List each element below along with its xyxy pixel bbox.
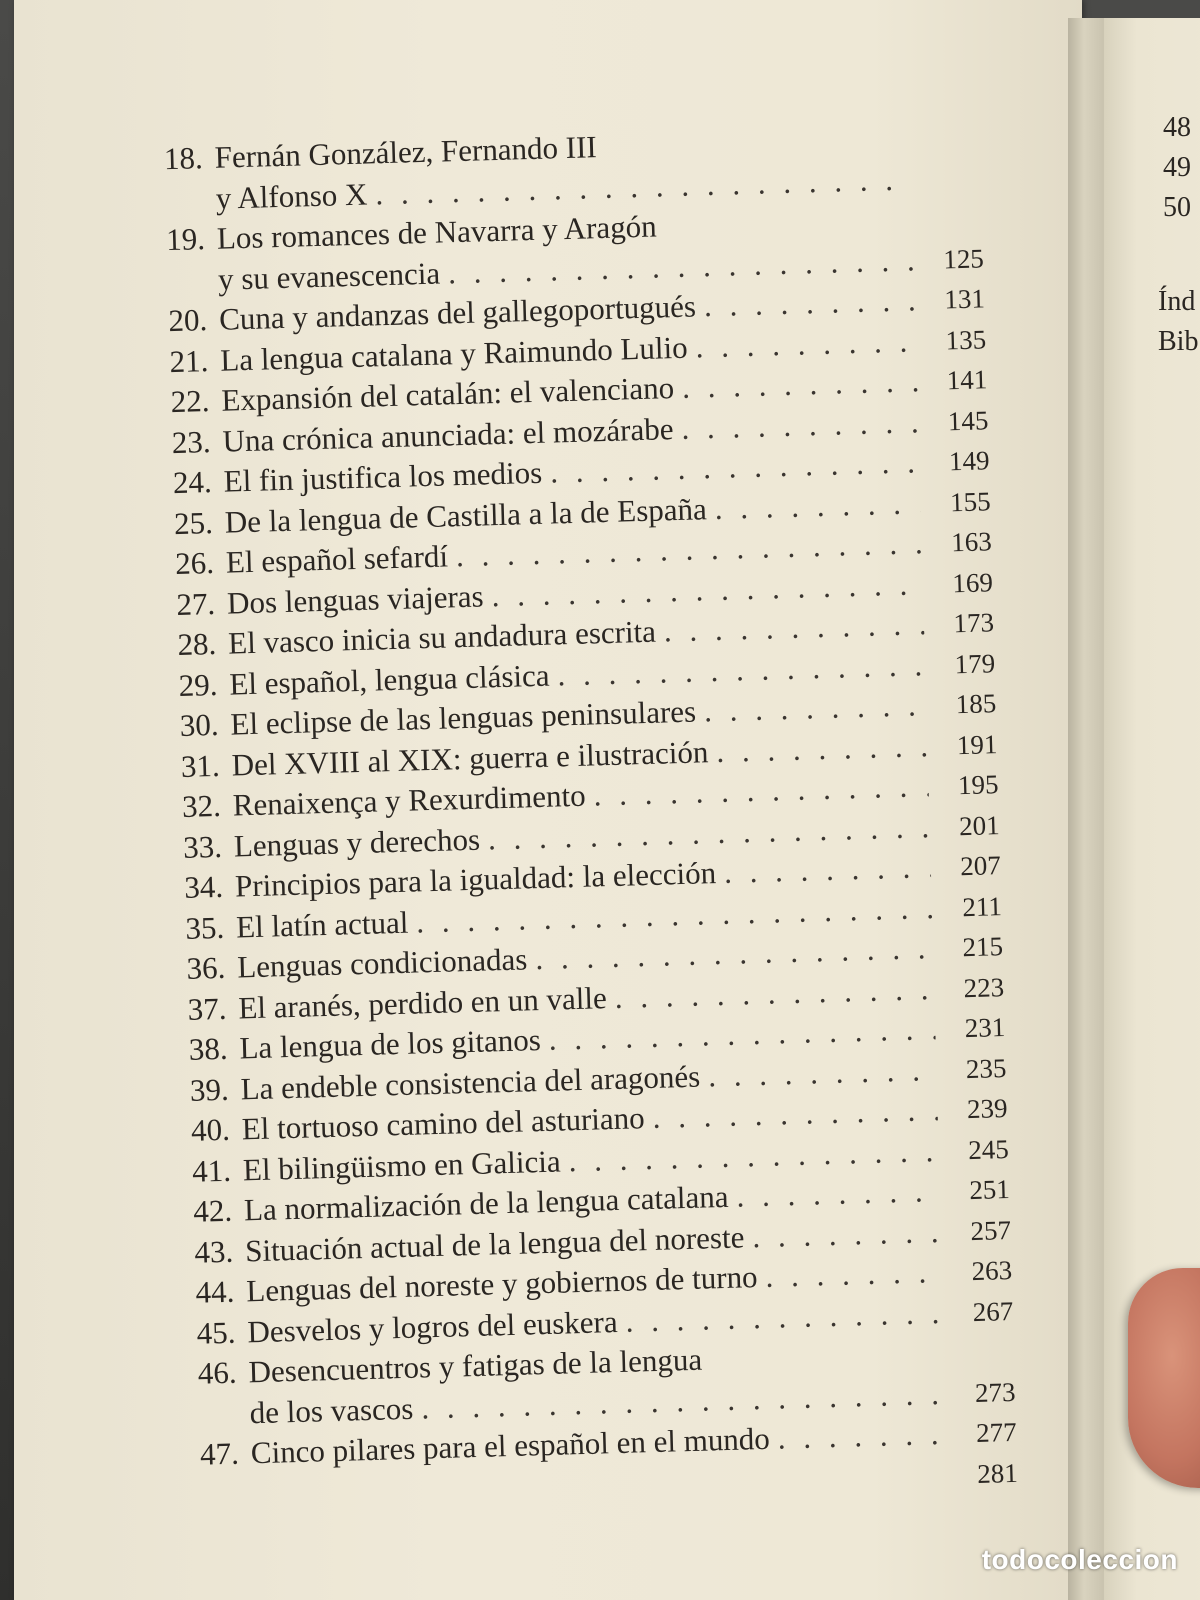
toc-entry-page: 263 <box>971 1254 1013 1287</box>
toc-entry-page: 201 <box>958 809 1001 841</box>
toc-entry-page: 163 <box>950 526 993 558</box>
dot-leader <box>681 402 919 449</box>
toc-entry-title: Lenguas y derechos <box>233 821 481 864</box>
finger <box>1128 1268 1200 1488</box>
toc-entry-page: 149 <box>948 445 990 477</box>
right-word: Índ <box>1158 286 1196 317</box>
toc-entry-number: 30. <box>179 706 220 743</box>
toc-entry-number: 34. <box>183 868 224 905</box>
toc-entry-title: La lengua de los gitanos <box>239 1022 542 1066</box>
toc-entry-number: 36. <box>186 949 226 986</box>
toc-entry-title: El español sefardí <box>225 538 449 580</box>
toc-entry-title: El fin justifica los medios <box>223 454 543 499</box>
toc-entry-number: 22. <box>170 383 210 420</box>
toc-entry-title: Renaixença y Rexurdimento <box>232 777 587 823</box>
toc-entry-title: El latín actual <box>235 904 409 944</box>
toc-entry-page: 185 <box>955 688 997 720</box>
toc-entry-page: 191 <box>956 728 998 760</box>
toc-entry-number: 26. <box>174 544 215 582</box>
toc-entry-number: 35. <box>184 909 225 946</box>
toc-entry-title: El español, lengua clásica <box>228 657 550 702</box>
toc-entry-number: 41. <box>191 1152 232 1189</box>
toc-entry-page: 131 <box>944 283 986 315</box>
toc-entry-number: 25. <box>173 504 214 541</box>
toc-entry-page: 231 <box>964 1012 1006 1044</box>
toc-entry-page: 173 <box>953 607 995 639</box>
toc-entry-number: 38. <box>188 1030 229 1067</box>
toc-entry-number: 45. <box>196 1314 236 1351</box>
toc-entry-number: 18. <box>163 140 204 177</box>
dot-leader <box>704 685 927 732</box>
toc-entry-page: 245 <box>967 1133 1010 1165</box>
toc-entry-page: 211 <box>961 890 1003 922</box>
toc-entry-page: 195 <box>957 769 999 801</box>
toc-entry-title: El vasco inicia su andadura escrita <box>227 613 657 661</box>
toc-entry-number: 44. <box>195 1273 235 1310</box>
right-number: 50 <box>1163 192 1191 223</box>
dot-leader <box>708 1050 937 1097</box>
toc-entry-title: y Alfonso X <box>215 176 368 216</box>
toc-entry-page: 239 <box>966 1093 1008 1125</box>
dot-leader <box>682 361 918 408</box>
toc-entry-number: 27. <box>175 585 216 622</box>
toc-entry-number: 21. <box>169 342 209 379</box>
toc-entry-number: 33. <box>182 828 223 865</box>
toc-entry-page: 169 <box>951 566 994 598</box>
right-number: 48 <box>1163 112 1191 143</box>
toc-entry-page: 277 <box>975 1416 1018 1449</box>
dot-leader <box>695 321 917 368</box>
right-page-chapter-numbers <box>1163 108 1191 228</box>
toc-entry-number: 24. <box>172 464 213 501</box>
toc-entry-page: 155 <box>949 485 991 517</box>
toc-entry-title: El bilingüismo en Galicia <box>242 1143 562 1187</box>
toc-entry-number: 43. <box>193 1233 234 1270</box>
toc-entry-page: 267 <box>972 1295 1014 1327</box>
toc-entry-title: Del XVIII al XIX: guerra e ilustración <box>231 733 709 783</box>
dot-leader <box>752 1211 942 1257</box>
toc-entry-page: 135 <box>945 323 987 355</box>
toc-entry-number: 42. <box>192 1192 233 1229</box>
toc-entry-number: 39. <box>189 1071 230 1108</box>
toc-entry-title: Expansión del catalán: el valenciano <box>220 370 675 418</box>
toc-entry-title: Lenguas del noreste y gobiernos de turno <box>245 1259 759 1309</box>
toc-entry-page: 223 <box>963 971 1005 1003</box>
toc-entry-title: Principios para la igualdad: la elección <box>234 855 717 904</box>
dot-leader <box>777 1414 947 1459</box>
toc-entry-title: de los vascos <box>249 1390 414 1430</box>
toc-entry-number: 47. <box>199 1435 240 1472</box>
toc-entry-title: Desencuentros y fatigas de la lengua <box>248 1341 703 1390</box>
toc-entry-number: 29. <box>178 666 218 703</box>
right-number: 49 <box>1163 152 1191 183</box>
toc-entry-title: Fernán González, Fernando III <box>214 129 598 175</box>
book-gutter <box>1068 18 1104 1600</box>
toc-entry-number: 23. <box>171 423 212 460</box>
toc-entry-title: Lenguas condicionadas <box>236 941 528 985</box>
toc-entry-page: 145 <box>947 404 989 436</box>
dot-leader <box>765 1252 943 1297</box>
toc-entry-page: 273 <box>974 1376 1016 1408</box>
dot-leader <box>703 280 915 326</box>
toc-entry-page: 207 <box>959 850 1002 882</box>
toc-entry-title: Los romances de Navarra y Aragón <box>216 208 658 256</box>
toc-entry-title: El aranés, perdido en un valle <box>237 979 608 1025</box>
toc-entry-page: 215 <box>962 931 1004 963</box>
toc-entry-title: Dos lenguas viajeras <box>226 577 485 621</box>
toc-entry-title: Una crónica anunciada: el mozárabe <box>222 410 674 459</box>
toc-entry-title: Situación actual de la lengua del noreste <box>244 1218 745 1268</box>
dot-leader <box>714 483 921 529</box>
toc-entry-title: Desvelos y logros del euskera <box>246 1303 619 1349</box>
toc-entry-number: 20. <box>167 302 208 339</box>
toc-entry-number: 31. <box>180 747 221 784</box>
toc-entry-page: 141 <box>946 364 988 396</box>
toc-entry-number: 32. <box>181 787 222 824</box>
toc-entry-number: 19. <box>165 221 206 258</box>
toc-entry-title: El tortuoso camino del asturiano <box>241 1100 646 1147</box>
dot-leader <box>736 1171 941 1217</box>
right-page-sections <box>1158 282 1198 362</box>
toc-entry-title: y su evanescencia <box>217 255 441 297</box>
toc-trailing-page: 281 <box>976 1457 1019 1489</box>
toc-entry-title: La normalización de la lengua catalana <box>243 1178 729 1228</box>
toc-entry-page: 179 <box>954 647 996 679</box>
dot-leader <box>716 726 928 772</box>
watermark-logo: todocoleccion <box>981 1544 1178 1575</box>
toc-entry-title: La lengua catalana y Raimundo Lulio <box>219 329 689 378</box>
toc-entry-number: 37. <box>187 990 227 1027</box>
toc-entry-number: 28. <box>177 625 217 663</box>
table-of-contents <box>150 116 1018 1516</box>
toc-entry-title: El eclipse de las lenguas peninsulares <box>230 693 697 742</box>
right-word: Bib <box>1158 326 1199 357</box>
dot-leader <box>723 847 931 893</box>
toc-entry-title: La endeble consistencia del aragonés <box>240 1058 701 1106</box>
toc-entry-page: 251 <box>968 1174 1011 1206</box>
toc-entry-page: 125 <box>942 242 985 274</box>
toc-entry-title: Cuna y andanzas del gallegoportugués <box>218 288 697 337</box>
toc-entry-page: 235 <box>965 1052 1007 1084</box>
toc-entry-number: 40. <box>190 1111 231 1148</box>
toc-entry-title: Cinco pilares para el español en el mundo <box>250 1420 771 1471</box>
toc-entry-page: 257 <box>970 1214 1012 1246</box>
toc-entry-number: 46. <box>197 1354 238 1391</box>
toc-entry-title: De la lengua de Castilla a la de España <box>224 490 708 540</box>
